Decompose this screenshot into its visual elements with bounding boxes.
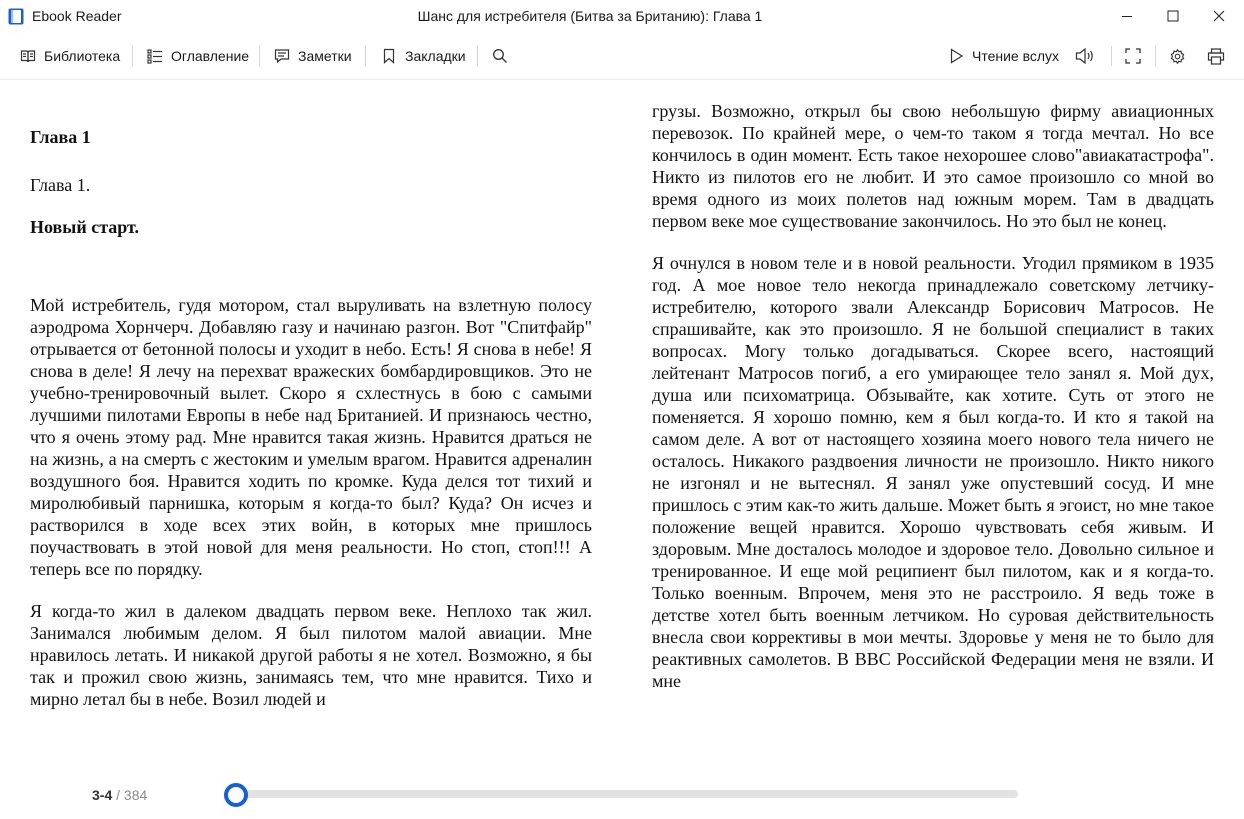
bookmark-icon <box>381 48 397 64</box>
fullscreen-button[interactable] <box>1125 38 1141 74</box>
close-button[interactable] <box>1196 0 1242 32</box>
read-aloud-label: Чтение вслух <box>972 48 1060 64</box>
maximize-icon <box>1167 10 1179 22</box>
toolbar-divider <box>1111 46 1112 66</box>
chapter-subtitle: Глава 1. <box>30 175 91 195</box>
notes-icon <box>274 48 290 64</box>
progress-slider[interactable] <box>230 790 1018 798</box>
print-button[interactable] <box>1207 38 1225 74</box>
maximize-button[interactable] <box>1150 0 1196 32</box>
toolbar-divider <box>1155 46 1156 66</box>
library-label: Библиотека <box>44 48 121 64</box>
printer-icon <box>1207 48 1225 65</box>
read-aloud-button[interactable] <box>948 38 1059 74</box>
toolbar <box>0 38 1244 74</box>
section-title: Новый старт. <box>30 217 140 237</box>
app-name: Ebook Reader <box>32 8 122 24</box>
chapter-title: Глава 1 <box>30 127 91 147</box>
paragraph: Я очнулся в новом теле и в новой реальности. Угодил прямиком в 1935 год. А мое новое тело некогда принадлежало советскому летчику-истребителю, которого звали Александр Борисович Матросов. Не спрашивайте, как это произошло. Я не большой специалист в таких вопросах. Могу только догадываться. Скорее всего, настоящий лейтенант Матросов погиб, а его умирающее тело занял я. Мой дух, душа или психоматрица. Обзывайте, как хотите. Суть от этого не поменяется. Я хорошо помню, кем я был когда-то. И кто я такой на самом деле. А вот от настоящего хозяина моего нового тела ничего не осталось. Никакого раздвоения личности не произошло. Никто никого не изгонял и не вытеснял. Я занял уже опустевший сосуд. И мне пришлось с этим как-то жить дальше. Может быть я эгоист, но мне такое положение вещей нравится. Хорошо чувствовать себя живым. И здоровым. Мне досталось молодое и здоровое тело. Довольно сильное и тренированное. И еще мой реципиент был пилотом, как и я когда-то. Только военным. Впрочем, меня это не расстроило. Я ведь тоже в детстве хотел быть военным летчиком. Но суровая действительность внесла свои коррективы в мои мечты. Здоровье у меня не то было для реактивных самолетов. В ВВС Российской Федерации меня не взяли. И мне <box>652 253 1214 691</box>
gear-icon <box>1169 48 1186 65</box>
page-counter <box>92 787 147 803</box>
volume-icon <box>1075 47 1097 65</box>
toolbar-divider <box>259 46 260 66</box>
bookmarks-button[interactable] <box>381 38 466 74</box>
settings-button[interactable] <box>1169 38 1186 74</box>
volume-button[interactable] <box>1075 38 1097 74</box>
paragraph: Мой истребитель, гудя мотором, стал выруливать на взлетную полосу аэродрома Хорнчерч. Добавляю газу и начинаю разгон. Вот "Спитфайр" отрывается от бетонной полосы и уходит в небо. Есть! Я снова в небе! Я снова в деле! Я лечу на перехват вражеских бомбардировщиков. Это не учебно-тренировочный вылет. Скоро я схлестнусь в бою с самыми лучшими пилотами Европы в небе над Британией. И признаюсь честно, что я очень этому рад. Мне нравится такая жизнь. Нравится драться не на жизнь, а на смерть с жестоким и умелым врагом. Нравится адреналин воздушного боя. Нравится ходить по кромке. Куда делся тот тихий и миролюбивый парнишка, которым я когда-то был? Куда? Он исчез и растворился в ходе всех этих войн, в которых мне пришлось поучаствовать в этой новой для меня реальности. Но стоп, стоп!!! А теперь все по порядку. <box>30 295 592 579</box>
page-left <box>30 80 592 710</box>
bookmarks-label: Закладки <box>405 48 466 64</box>
paragraph: Я когда-то жил в далеком двадцать первом веке. Неплохо так жил. Занимался любимым делом. Я был пилотом малой авиации. Мне нравилось летать. И никакой другой работы я не хотел. Возможно, я бы так и прожил свою жизнь, занимаясь тем, что мне нравится. Тихо и мирно летал бы в небе. Возил людей и <box>30 601 592 709</box>
notes-button[interactable] <box>274 38 352 74</box>
page-right <box>652 80 1214 692</box>
toolbar-divider <box>132 46 133 66</box>
page-separator: / <box>116 787 121 803</box>
library-icon <box>20 48 36 64</box>
progress-slider-thumb[interactable] <box>224 783 248 807</box>
fullscreen-icon <box>1125 48 1141 64</box>
close-icon <box>1213 10 1225 22</box>
current-pages: 3-4 <box>92 787 113 803</box>
window-title: Шанс для истребителя (Битва за Британию): Глава 1 <box>417 8 763 24</box>
list-icon <box>147 48 163 64</box>
title-bar <box>0 0 1244 33</box>
contents-button[interactable] <box>147 38 249 74</box>
total-pages: 384 <box>123 787 148 803</box>
minimize-icon <box>1121 10 1133 22</box>
library-button[interactable] <box>20 38 120 74</box>
toolbar-divider <box>365 46 366 66</box>
search-button[interactable] <box>492 38 508 74</box>
contents-label: Оглавление <box>171 48 250 64</box>
paragraph: грузы. Возможно, открыл бы свою небольшую фирму авиационных перевозок. По крайней мере, о чем-то таком я тогда мечтал. Но все кончилось в один момент. Есть такое нехорошее слово"авиакатастрофа". Никто из пилотов его не любит. И это самое произошло со мной во время одного из моих полетов над южным морем. Там в двадцать первом веке мое существование закончилось. Но это был не конец. <box>652 101 1214 231</box>
search-icon <box>492 48 508 64</box>
minimize-button[interactable] <box>1104 0 1150 32</box>
play-icon <box>948 48 964 64</box>
toolbar-divider <box>477 46 478 66</box>
notes-label: Заметки <box>298 48 352 64</box>
